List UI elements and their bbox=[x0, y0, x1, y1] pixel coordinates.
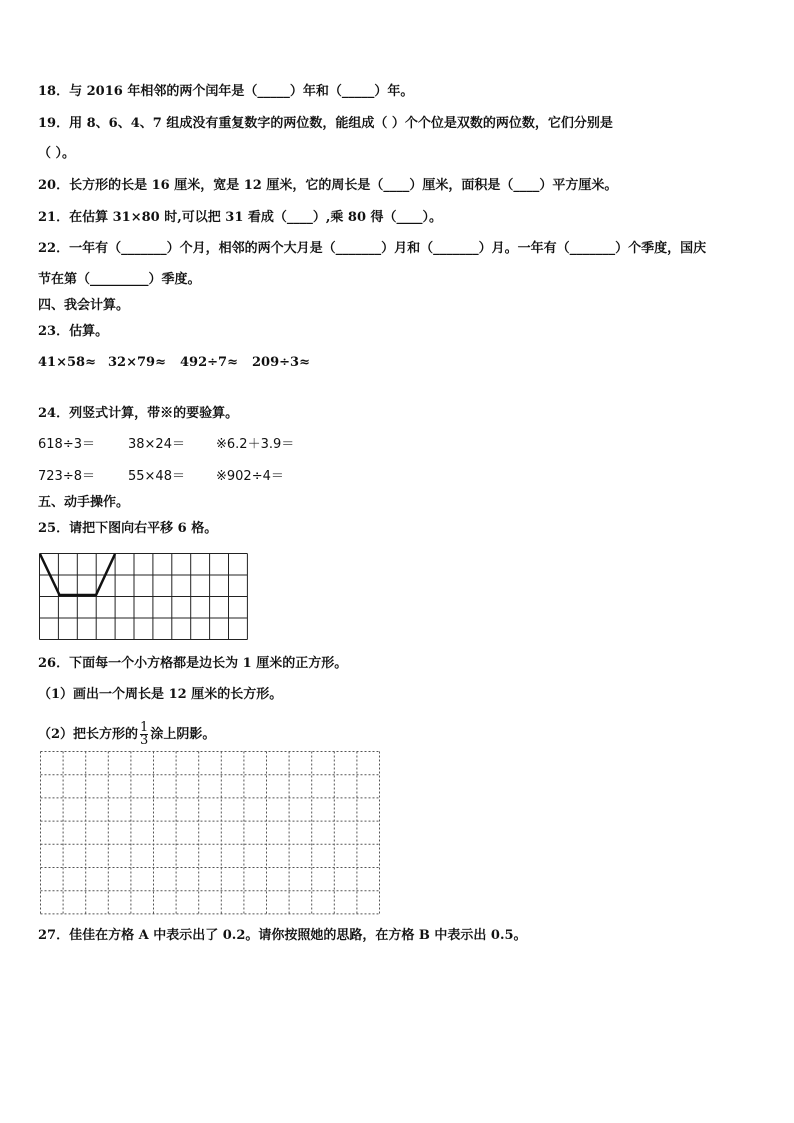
estimate-item-4: 209÷3≈ bbox=[252, 355, 310, 370]
question-18: 18．与 2016 年相邻的两个闰年是（_____）年和（_____）年。 bbox=[38, 84, 414, 99]
vertical-calc-6: ※902÷4＝ bbox=[216, 469, 284, 484]
vertical-calc-2: 38×24＝ bbox=[128, 437, 185, 452]
question-24: 24．列竖式计算，带※的要验算。 bbox=[38, 406, 239, 421]
estimate-item-1: 41×58≈ bbox=[38, 355, 96, 370]
question-23: 23．估算。 bbox=[38, 324, 109, 339]
question-19-line-1: 19．用 8、6、4、7 组成没有重复数字的两位数，能组成（ ）个个位是双数的两位数，它们分别是 bbox=[38, 116, 613, 131]
estimate-item-3: 492÷7≈ bbox=[180, 355, 238, 370]
question-26: 26．下面每一个小方格都是边长为 1 厘米的正方形。 bbox=[38, 656, 348, 671]
question-26-part-2 bbox=[38, 722, 215, 747]
fraction-numerator: 1 bbox=[140, 720, 149, 735]
question-26-part-1: （1）画出一个周长是 12 厘米的长方形。 bbox=[38, 687, 283, 702]
estimate-item-2: 32×79≈ bbox=[108, 355, 166, 370]
translation-grid bbox=[39, 553, 251, 641]
dotted-square-grid bbox=[40, 751, 382, 917]
question-21: 21．在估算 31×80 时,可以把 31 看成（____）,乘 80 得（____）。 bbox=[38, 210, 443, 225]
vertical-calc-3: ※6.2＋3.9＝ bbox=[216, 437, 295, 452]
vertical-calc-4: 723÷8＝ bbox=[38, 469, 95, 484]
question-25: 25．请把下图向右平移 6 格。 bbox=[38, 521, 218, 536]
part-2-prefix: （2）把长方形的 bbox=[38, 727, 139, 742]
question-20: 20．长方形的长是 16 厘米，宽是 12 厘米，它的周长是（____）厘米，面积是（____）平方厘米。 bbox=[38, 178, 618, 193]
part-2-suffix: 涂上阴影。 bbox=[150, 727, 216, 742]
section-4-heading: 四、我会计算。 bbox=[38, 298, 130, 313]
fraction-one-third bbox=[140, 722, 148, 747]
question-27: 27．佳佳在方格 A 中表示出了 0.2。请你按照她的思路，在方格 B 中表示出 0.5。 bbox=[38, 928, 527, 943]
question-22-line-2: 节在第（_________）季度。 bbox=[38, 272, 201, 287]
section-5-heading: 五、动手操作。 bbox=[38, 495, 130, 510]
fraction-denominator: 3 bbox=[140, 733, 149, 748]
question-19-line-2: （ ）。 bbox=[38, 146, 76, 161]
question-22-line-1: 22．一年有（_______）个月，相邻的两个大月是（_______）月和（_______）月。一年有（_______）个季度，国庆 bbox=[38, 241, 707, 256]
vertical-calc-1: 618÷3＝ bbox=[38, 437, 95, 452]
vertical-calc-5: 55×48＝ bbox=[128, 469, 185, 484]
